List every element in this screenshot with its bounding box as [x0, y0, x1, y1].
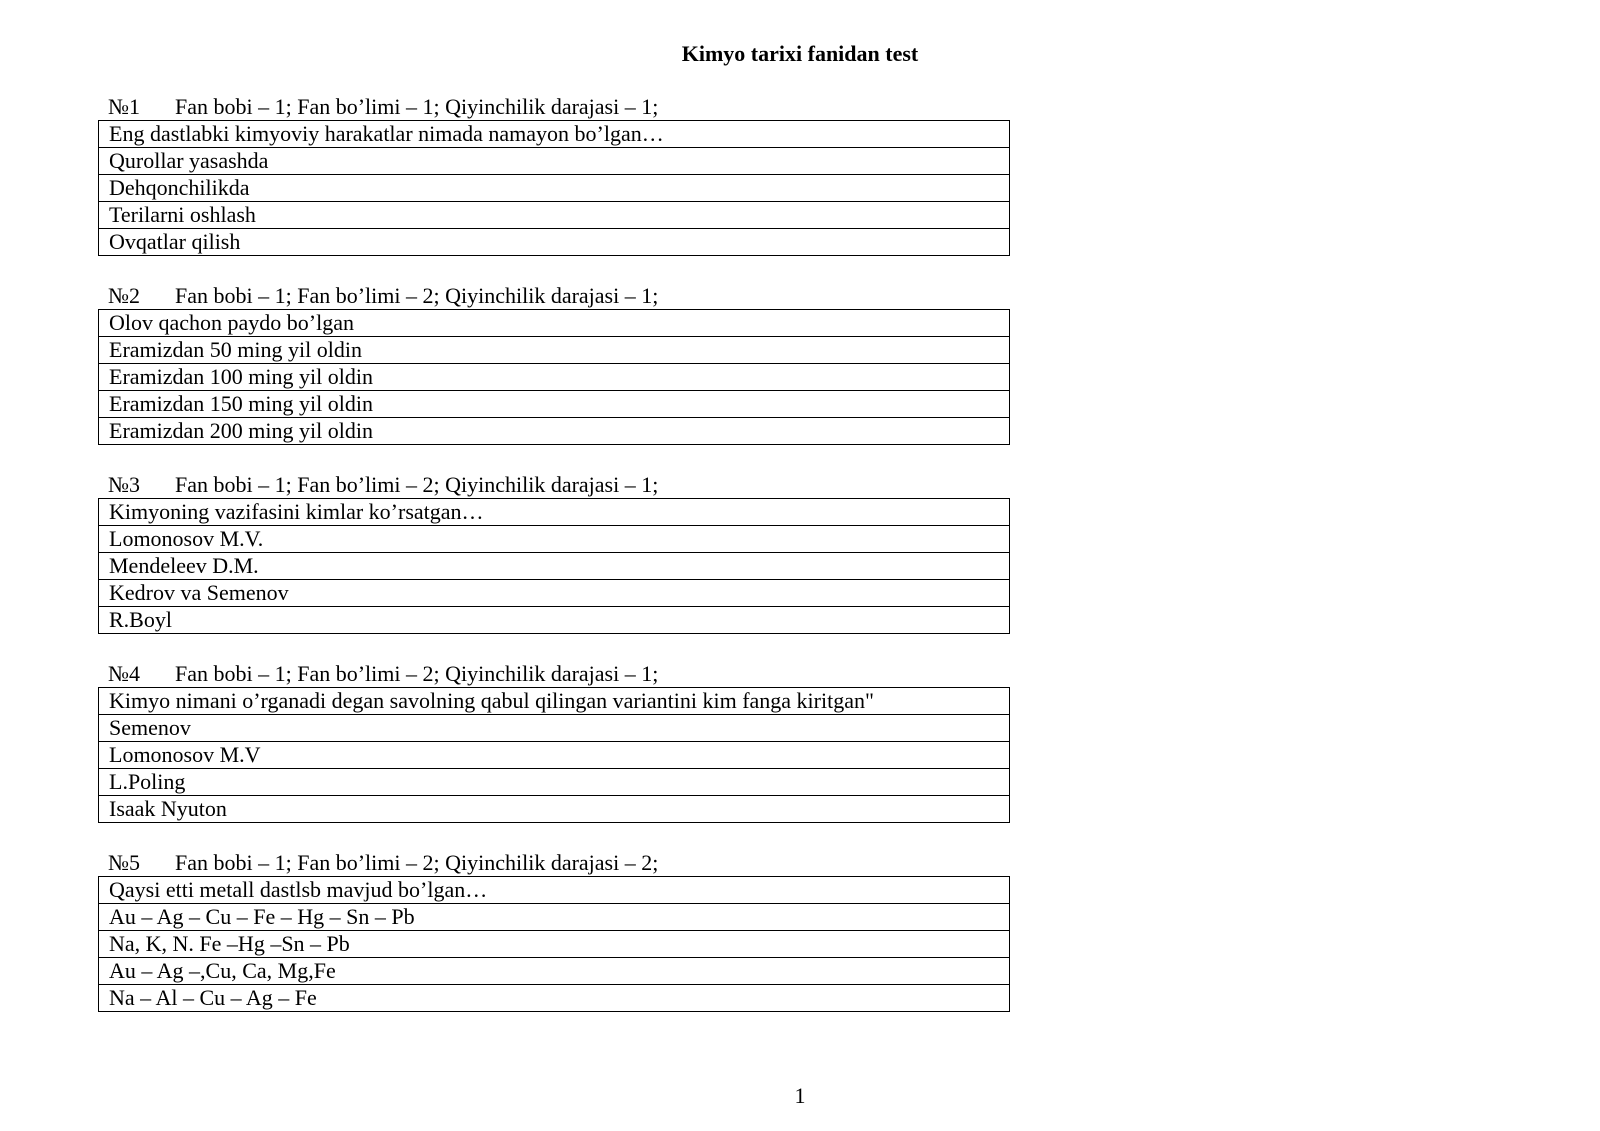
answer-option: Ovqatlar qilish: [99, 229, 1010, 256]
question-text: Kimyoning vazifasini kimlar ko’rsatgan…: [99, 499, 1010, 526]
question-number: №2: [108, 283, 140, 308]
answer-option: Kedrov va Semenov: [99, 580, 1010, 607]
answer-option: Lomonosov M.V.: [99, 526, 1010, 553]
answer-option: Na – Al – Cu – Ag – Fe: [99, 985, 1010, 1012]
question-meta: Fan bobi – 1; Fan bo’limi – 2; Qiyinchilik darajasi – 1;: [175, 283, 659, 308]
question-meta: Fan bobi – 1; Fan bo’limi – 2; Qiyinchilik darajasi – 1;: [175, 472, 659, 497]
answer-option: Mendeleev D.M.: [99, 553, 1010, 580]
answer-option: Eramizdan 200 ming yil oldin: [99, 418, 1010, 445]
answer-option: Qurollar yasashda: [99, 148, 1010, 175]
answer-option: Au – Ag –,Cu, Ca, Mg,Fe: [99, 958, 1010, 985]
answer-option: Lomonosov M.V: [99, 742, 1010, 769]
question-meta: Fan bobi – 1; Fan bo’limi – 2; Qiyinchilik darajasi – 2;: [175, 850, 659, 875]
question-block-2: [98, 282, 1010, 448]
question-header: [98, 282, 1010, 309]
question-list: [98, 93, 1010, 1038]
question-table: [98, 120, 1010, 256]
question-text: Olov qachon paydo bo’lgan: [99, 310, 1010, 337]
question-text: Eng dastlabki kimyoviy harakatlar nimada namayon bo’lgan…: [99, 121, 1010, 148]
question-meta: Fan bobi – 1; Fan bo’limi – 1; Qiyinchilik darajasi – 1;: [175, 94, 659, 119]
question-block-4: [98, 660, 1010, 826]
question-block-1: [98, 93, 1010, 259]
answer-option: Eramizdan 100 ming yil oldin: [99, 364, 1010, 391]
question-header: [98, 849, 1010, 876]
page-number: 1: [794, 1083, 806, 1108]
answer-option: Terilarni oshlash: [99, 202, 1010, 229]
question-table: [98, 876, 1010, 1012]
question-number: №4: [108, 661, 140, 686]
question-header: [98, 93, 1010, 120]
question-header: [98, 471, 1010, 498]
answer-option: Eramizdan 50 ming yil oldin: [99, 337, 1010, 364]
question-block-3: [98, 471, 1010, 637]
question-text: Kimyo nimani o’rganadi degan savolning qabul qilingan variantini kim fanga kiritgan": [99, 688, 1010, 715]
answer-option: L.Poling: [99, 769, 1010, 796]
answer-option: Na, K, N. Fe –Hg –Sn – Pb: [99, 931, 1010, 958]
question-number: №1: [108, 94, 140, 119]
question-meta: Fan bobi – 1; Fan bo’limi – 2; Qiyinchilik darajasi – 1;: [175, 661, 659, 686]
question-block-5: [98, 849, 1010, 1015]
page-title: Kimyo tarixi fanidan test: [681, 41, 919, 66]
answer-option: Semenov: [99, 715, 1010, 742]
question-table: [98, 309, 1010, 445]
question-table: [98, 498, 1010, 634]
question-text: Qaysi etti metall dastlsb mavjud bo’lgan…: [99, 877, 1010, 904]
answer-option: Isaak Nyuton: [99, 796, 1010, 823]
question-number: №3: [108, 472, 140, 497]
question-table: [98, 687, 1010, 823]
answer-option: R.Boyl: [99, 607, 1010, 634]
question-header: [98, 660, 1010, 687]
answer-option: Au – Ag – Cu – Fe – Hg – Sn – Pb: [99, 904, 1010, 931]
question-number: №5: [108, 850, 140, 875]
answer-option: Eramizdan 150 ming yil oldin: [99, 391, 1010, 418]
answer-option: Dehqonchilikda: [99, 175, 1010, 202]
